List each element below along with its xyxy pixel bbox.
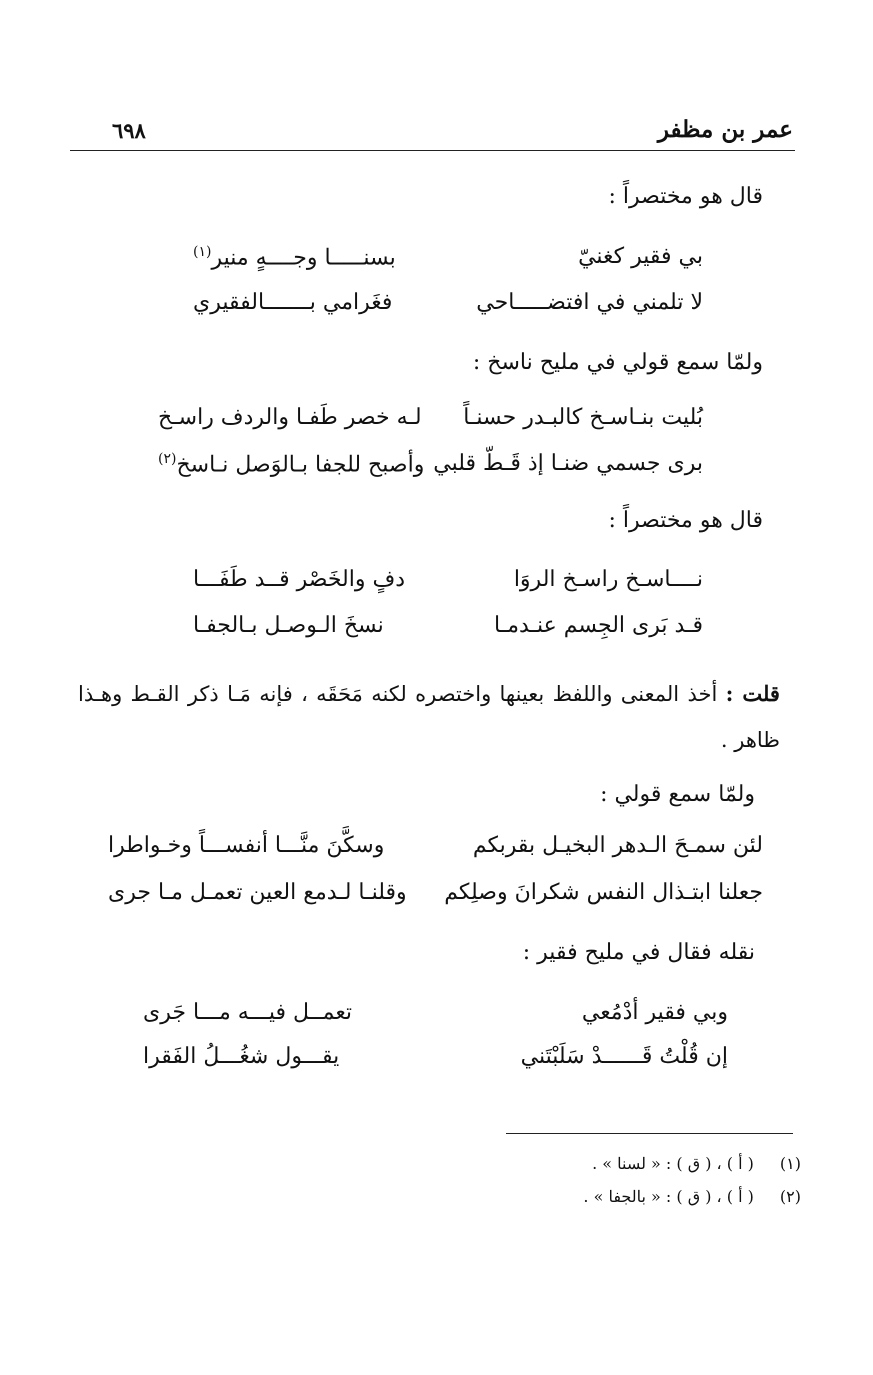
- first-hemistich: لئن سمـحَ الـدهر البخيـل بقربكم: [472, 833, 763, 858]
- verse-line-5: [193, 567, 703, 607]
- verse-line-3: [158, 405, 703, 445]
- footnote-ref-1: (١): [193, 244, 212, 260]
- first-hemistich: نــــاسـخ راسـخ الروَا: [513, 567, 703, 592]
- first-hemistich: بُليت بنـاسـخ كالبـدر حسنـاً: [463, 405, 703, 430]
- second-hemistich: تعمــل فيـــه مـــا جَرى: [143, 1000, 353, 1025]
- verse-line-2: [193, 290, 703, 330]
- first-hemistich: لا تلمني في افتضـــــاحي: [476, 290, 703, 315]
- verse-line-1: [193, 244, 703, 284]
- running-header: [70, 112, 795, 151]
- commentary-label: قلت :: [725, 681, 780, 706]
- first-hemistich: قـد بَرى الجِسم عنـدمـا: [494, 613, 703, 638]
- second-hemistich: نسخَ الـوصـل بـالجفـا: [193, 613, 384, 638]
- footnote-number: (١): [779, 1154, 801, 1173]
- first-hemistich: وبي فقير أدْمُعي: [581, 1000, 728, 1025]
- first-hemistich: برى جسمي ضنـا إذ قَـطّ قلبي: [433, 451, 703, 476]
- verse-line-6: [193, 613, 703, 653]
- verse-line-7: [108, 833, 763, 873]
- second-hemistich: لـه خصر طَفـا والردف راسـخ: [158, 405, 422, 430]
- second-hemistich: فغَرامي بـــــــالفقيري: [193, 290, 393, 315]
- page-number: ٦٩٨: [112, 118, 146, 143]
- footnote-2: [583, 1187, 801, 1206]
- verse-line-10: [143, 1044, 728, 1084]
- footnote-text: ( أ ) ، ( ق ) : « بالجفا » .: [583, 1187, 754, 1206]
- intro-line-4: ولمّا سمع قولي :: [600, 782, 755, 807]
- footnote-text: ( أ ) ، ( ق ) : « لسنا » .: [592, 1154, 754, 1173]
- running-title: عمر بن مظفر: [657, 116, 793, 143]
- second-hemistich: وسكَّنَ منَّـــا أنفســـاً وخـواطرا: [108, 833, 385, 858]
- second-hemistich: يقـــول شغُـــلُ الفَقرا: [143, 1044, 340, 1069]
- first-hemistich: جعلنا ابتـذال النفس شكرانَ وصلِكم: [444, 880, 763, 905]
- second-hemistich: بسنـــــا وجــــهٍ منير$^{(١)}$: [193, 244, 396, 271]
- intro-line-1: قال هو مختصراً :: [608, 184, 763, 209]
- first-hemistich: إن قُلْتُ قَــــــدْ سَلَبْتَني: [520, 1044, 728, 1069]
- verse-line-9: [143, 1000, 728, 1040]
- intro-line-3: قال هو مختصراً :: [608, 508, 763, 533]
- intro-line-2: ولمّا سمع قولي في مليح ناسخ :: [472, 350, 763, 375]
- footnote-number: (٢): [779, 1187, 801, 1206]
- intro-line-5: نقله فقال في مليح فقير :: [522, 940, 755, 965]
- second-hemistich: وأصبح للجفا بـالوَصل نـاسخ$^{(٢)}$: [158, 451, 425, 478]
- footnote-1: [592, 1154, 801, 1173]
- commentary-text: أخذ المعنى واللفظ بعينها واختصره لكنه مَحَقَه ، فإنه مَـا ذكر القـط وهـذا ظاهر .: [78, 682, 780, 752]
- verse-line-8: [108, 880, 763, 920]
- second-hemistich: وقلنـا لـدمع العين تعمـل مـا جرى: [108, 880, 407, 905]
- commentary-paragraph: [78, 671, 780, 763]
- footnote-ref-2: (٢): [158, 451, 177, 467]
- verse-line-4: [158, 451, 703, 491]
- first-hemistich: بي فقير كغنيّ: [578, 244, 703, 269]
- footnote-separator: [506, 1133, 793, 1134]
- second-hemistich: دفٍ والخَصْر قــد طَفَـــا: [193, 567, 406, 592]
